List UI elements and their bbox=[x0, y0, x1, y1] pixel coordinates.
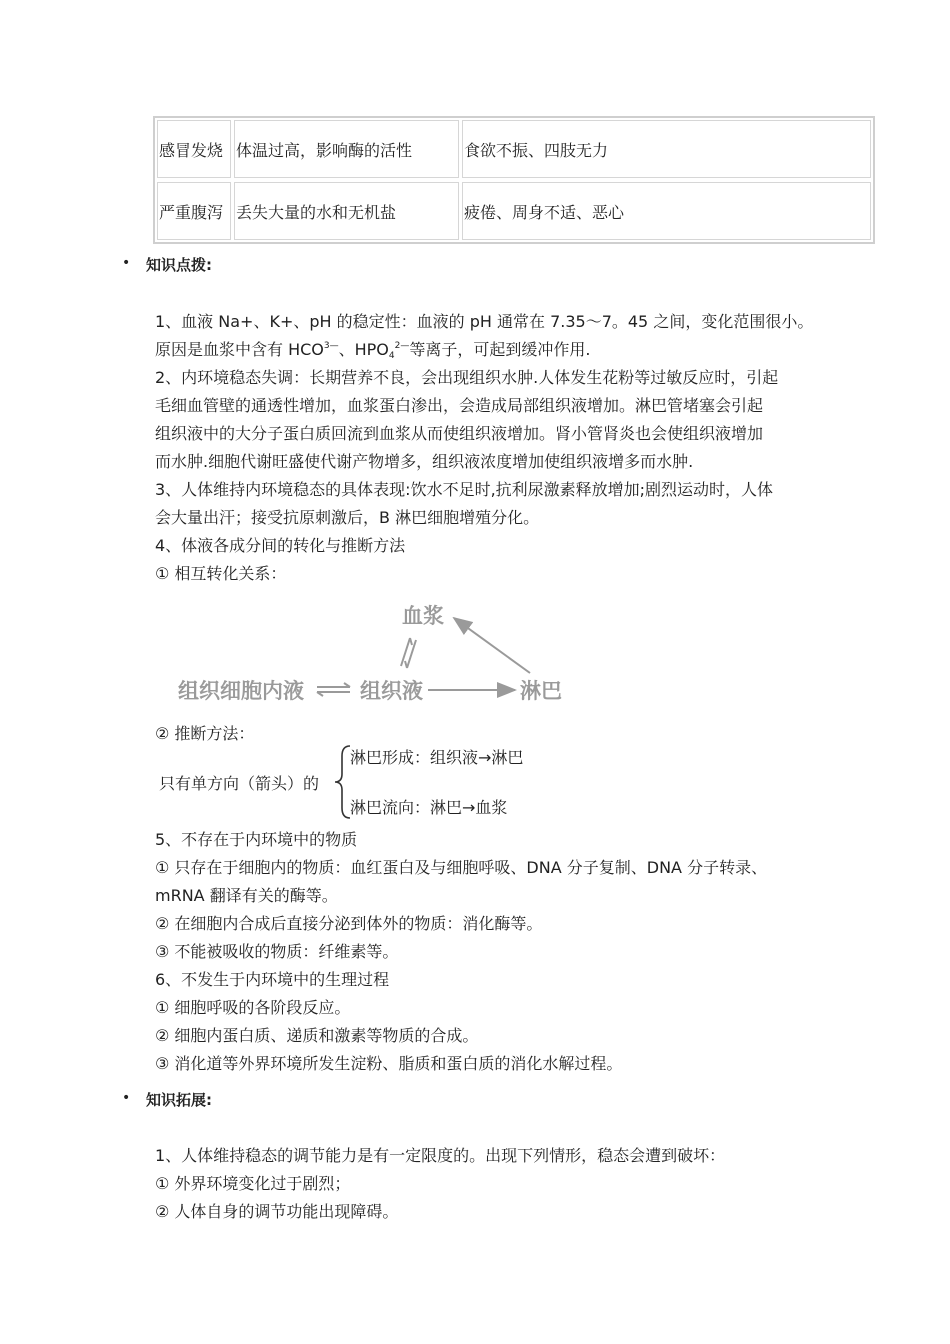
text-span: 淋巴形成：组织液 bbox=[350, 748, 479, 767]
text-line: 毛细血管壁的通透性增加，血浆蛋白渗出，会造成局部组织液增加。淋巴管堵塞会引起 bbox=[155, 396, 764, 415]
text-line: 1、人体维持稳态的调节能力是有一定限度的。出现下列情形，稳态会遭到破坏： bbox=[155, 1146, 726, 1165]
text-line: 6、不发生于内环境中的生理过程 bbox=[155, 970, 390, 989]
body-fluid-diagram bbox=[170, 598, 590, 710]
superscript: 3— bbox=[323, 341, 339, 351]
text-line: mRNA 翻译有关的酶等。 bbox=[155, 886, 338, 905]
text-line: 2、内环境稳态失调：长期营养不良，会出现组织水肿.人体发生花粉等过敏反应时，引起 bbox=[155, 368, 779, 387]
text-line bbox=[155, 336, 813, 364]
table-cell: 感冒发烧 bbox=[157, 120, 231, 178]
table-row bbox=[157, 120, 871, 178]
table-row bbox=[157, 182, 871, 240]
text-span: 、HPO bbox=[338, 340, 389, 359]
text-line: ① 外界环境变化过于剧烈； bbox=[155, 1174, 351, 1193]
double-arrow-vertical-icon bbox=[401, 638, 416, 668]
arrow-up-left-icon bbox=[454, 618, 530, 673]
table-cell: 严重腹泻 bbox=[157, 182, 231, 240]
section-heading: 知识拓展: bbox=[146, 1091, 212, 1109]
paragraph-block bbox=[155, 308, 813, 588]
text-span: 淋巴 bbox=[491, 748, 524, 767]
text-line: ① 细胞呼吸的各阶段反应。 bbox=[155, 998, 351, 1017]
subscript: 4 bbox=[388, 351, 395, 361]
diagram-label-intracellular: 组织细胞内液 bbox=[178, 678, 304, 703]
section-heading: 知识点拨: bbox=[146, 256, 212, 274]
table-cell: 体温过高，影响酶的活性 bbox=[234, 120, 459, 178]
arrow-right-icon: → bbox=[462, 798, 476, 817]
paragraph-block bbox=[155, 1142, 725, 1226]
text-line: 5、不存在于内环境中的物质 bbox=[155, 830, 358, 849]
brace-bottom-item bbox=[350, 795, 507, 818]
text-line: ② 细胞内蛋白质、递质和激素等物质的合成。 bbox=[155, 1026, 479, 1045]
text-line: ② 在细胞内合成后直接分泌到体外的物质：消化酶等。 bbox=[155, 914, 543, 933]
arrow-right-icon: → bbox=[478, 748, 492, 767]
symptom-table bbox=[153, 116, 875, 244]
table-cell: 丢失大量的水和无机盐 bbox=[234, 182, 459, 240]
brace-left-label: 只有单方向（箭头）的 bbox=[159, 774, 320, 793]
text-line: ① 只存在于细胞内的物质：血红蛋白及与细胞呼吸、DNA 分子复制、DNA 分子转录、 bbox=[155, 858, 768, 877]
text-span: 等离子，可起到缓冲作用. bbox=[409, 340, 591, 359]
bullet-icon: • bbox=[122, 1090, 131, 1106]
brace-top-item bbox=[350, 745, 523, 768]
table-cell: 食欲不振、四肢无力 bbox=[462, 120, 871, 178]
text-line: 会大量出汗；接受抗原刺激后，B 淋巴细胞增殖分化。 bbox=[155, 508, 540, 527]
text-line: ③ 不能被吸收的物质：纤维素等。 bbox=[155, 942, 399, 961]
text-line: ① 相互转化关系： bbox=[155, 564, 287, 583]
diagram-label-tissue-fluid: 组织液 bbox=[360, 678, 423, 703]
paragraph-block bbox=[155, 826, 767, 1078]
text-line: 4、体液各成分间的转化与推断方法 bbox=[155, 536, 406, 555]
text-span: 血浆 bbox=[475, 798, 508, 817]
double-arrow-horizontal-icon bbox=[317, 683, 350, 696]
text-line: 3、人体维持内环境稳态的具体表现:饮水不足时,抗利尿激素释放增加;剧烈运动时，人体 bbox=[155, 480, 774, 499]
diagram-label-lymph: 淋巴 bbox=[520, 678, 562, 703]
brace-diagram bbox=[155, 740, 575, 828]
text-span: 原因是血浆中含有 HCO bbox=[155, 340, 324, 359]
table-cell: 疲倦、周身不适、恶心 bbox=[462, 182, 871, 240]
text-line: ② 人体自身的调节功能出现障碍。 bbox=[155, 1202, 399, 1221]
superscript: 2— bbox=[394, 341, 410, 351]
text-line: ③ 消化道等外界环境所发生淀粉、脂质和蛋白质的消化水解过程。 bbox=[155, 1054, 623, 1073]
text-line: ② 推断方法： bbox=[155, 724, 255, 743]
diagram-label-plasma: 血浆 bbox=[402, 603, 444, 628]
text-line: 1、血液 Na+、K+、pH 的稳定性：血液的 pH 通常在 7.35～7。45 之间，变化范围很小。 bbox=[155, 312, 814, 331]
bullet-icon: • bbox=[122, 255, 131, 271]
text-span: 淋巴流向：淋巴 bbox=[350, 798, 463, 817]
text-line: 而水肿.细胞代谢旺盛使代谢产物增多，组织液浓度增加使组织液增多而水肿. bbox=[155, 452, 694, 471]
text-line: 组织液中的大分子蛋白质回流到血浆从而使组织液增加。肾小管肾炎也会使组织液增加 bbox=[155, 424, 764, 443]
